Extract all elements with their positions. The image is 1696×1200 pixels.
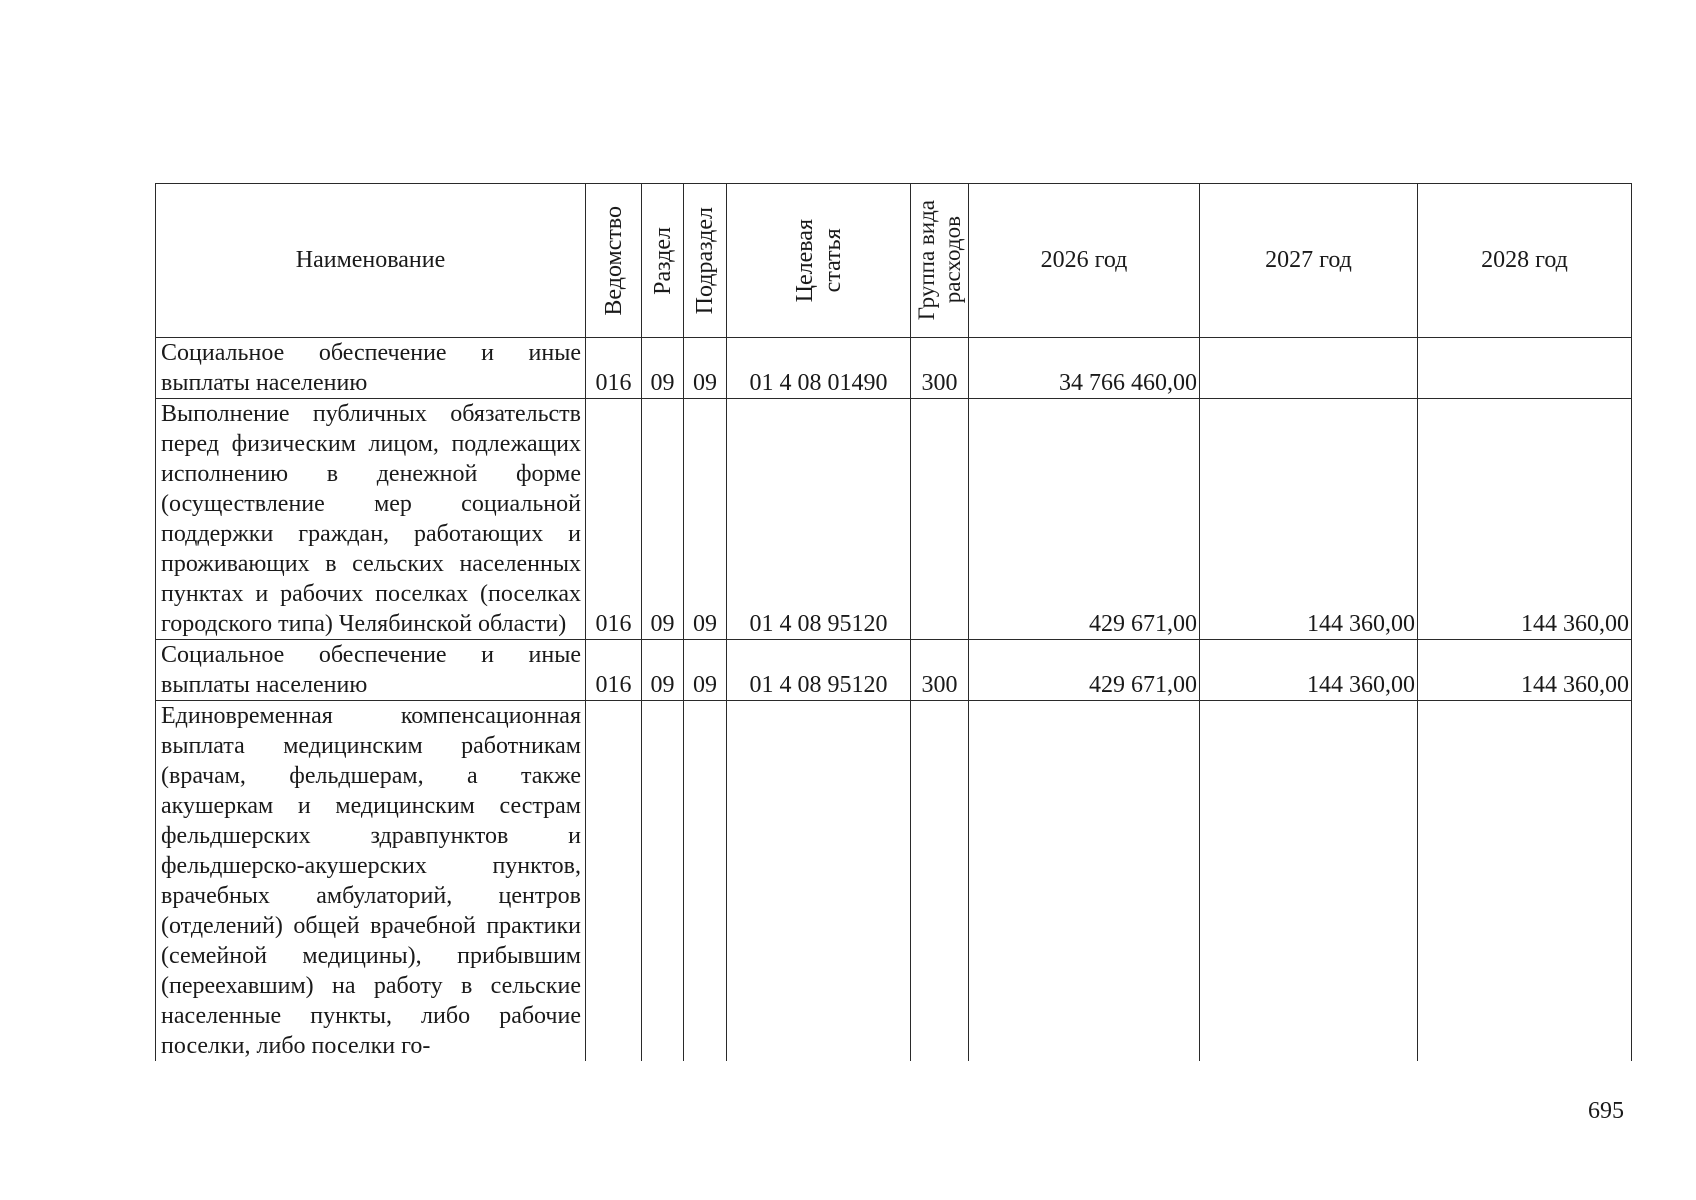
row-target: 01 4 08 95120 [727,399,911,640]
row-podrazdel [684,701,727,1062]
row-group: 300 [911,338,969,399]
header-2028: 2028 год [1418,184,1632,338]
row-name: Выполнение публичных обязательств перед физическим лицом, подлежащих исполнению в денежной форме (осуществление мер социальной поддержки граждан, работающих и проживающих в сельских населенных пунктах и рабочих поселках (поселках городского типа) Челябинской области) [156,399,586,640]
row-name: Единовременная компенсационная выплата медицинским работникам (врачам, фельдшерам, а также акушеркам и медицинским сестрам фельдшерских здравпунктов и фельдшерско-акушерских пунктов, врачебных амбулаторий, центров (отделений) общей врачебной практики (семейной медицины), прибывшим (переехавшим) на работу в сельские населенные пункты, либо рабочие поселки, либо поселки го- [156,701,586,1062]
row-2026: 429 671,00 [969,640,1200,701]
row-name: Социальное обеспечение и иные выплаты населению [156,338,586,399]
row-2028: 144 360,00 [1418,399,1632,640]
row-ved: 016 [586,640,642,701]
table-row [156,640,1632,701]
row-group: 300 [911,640,969,701]
row-target: 01 4 08 95120 [727,640,911,701]
row-podrazdel: 09 [684,338,727,399]
row-razdel: 09 [642,640,684,701]
table-row [156,399,1632,640]
row-name: Социальное обеспечение и иные выплаты населению [156,640,586,701]
row-2028: 144 360,00 [1418,640,1632,701]
row-group [911,399,969,640]
row-2028 [1418,338,1632,399]
row-target [727,701,911,1062]
row-podrazdel: 09 [684,640,727,701]
header-2026: 2026 год [969,184,1200,338]
row-2026: 34 766 460,00 [969,338,1200,399]
row-ved [586,701,642,1062]
row-2026: 429 671,00 [969,399,1200,640]
row-2026 [969,701,1200,1062]
row-2028 [1418,701,1632,1062]
row-ved: 016 [586,399,642,640]
header-expense-group: Группа вида расходов [911,184,969,338]
row-razdel [642,701,684,1062]
header-row [156,184,1632,338]
row-target: 01 4 08 01490 [727,338,911,399]
header-2027: 2027 год [1200,184,1418,338]
header-target-article: Целевая статья [727,184,911,338]
budget-table [155,183,1632,1061]
row-podrazdel: 09 [684,399,727,640]
header-podrazdel: Подраздел [684,184,727,338]
row-group [911,701,969,1062]
page-number: 695 [1588,1098,1624,1124]
row-2027: 144 360,00 [1200,640,1418,701]
table-row [156,338,1632,399]
header-razdel: Раздел [642,184,684,338]
row-razdel: 09 [642,338,684,399]
row-razdel: 09 [642,399,684,640]
header-vedomstvo: Ведомство [586,184,642,338]
row-2027: 144 360,00 [1200,399,1418,640]
row-2027 [1200,338,1418,399]
table-row [156,701,1632,1062]
row-ved: 016 [586,338,642,399]
row-2027 [1200,701,1418,1062]
header-name: Наименование [156,184,586,338]
